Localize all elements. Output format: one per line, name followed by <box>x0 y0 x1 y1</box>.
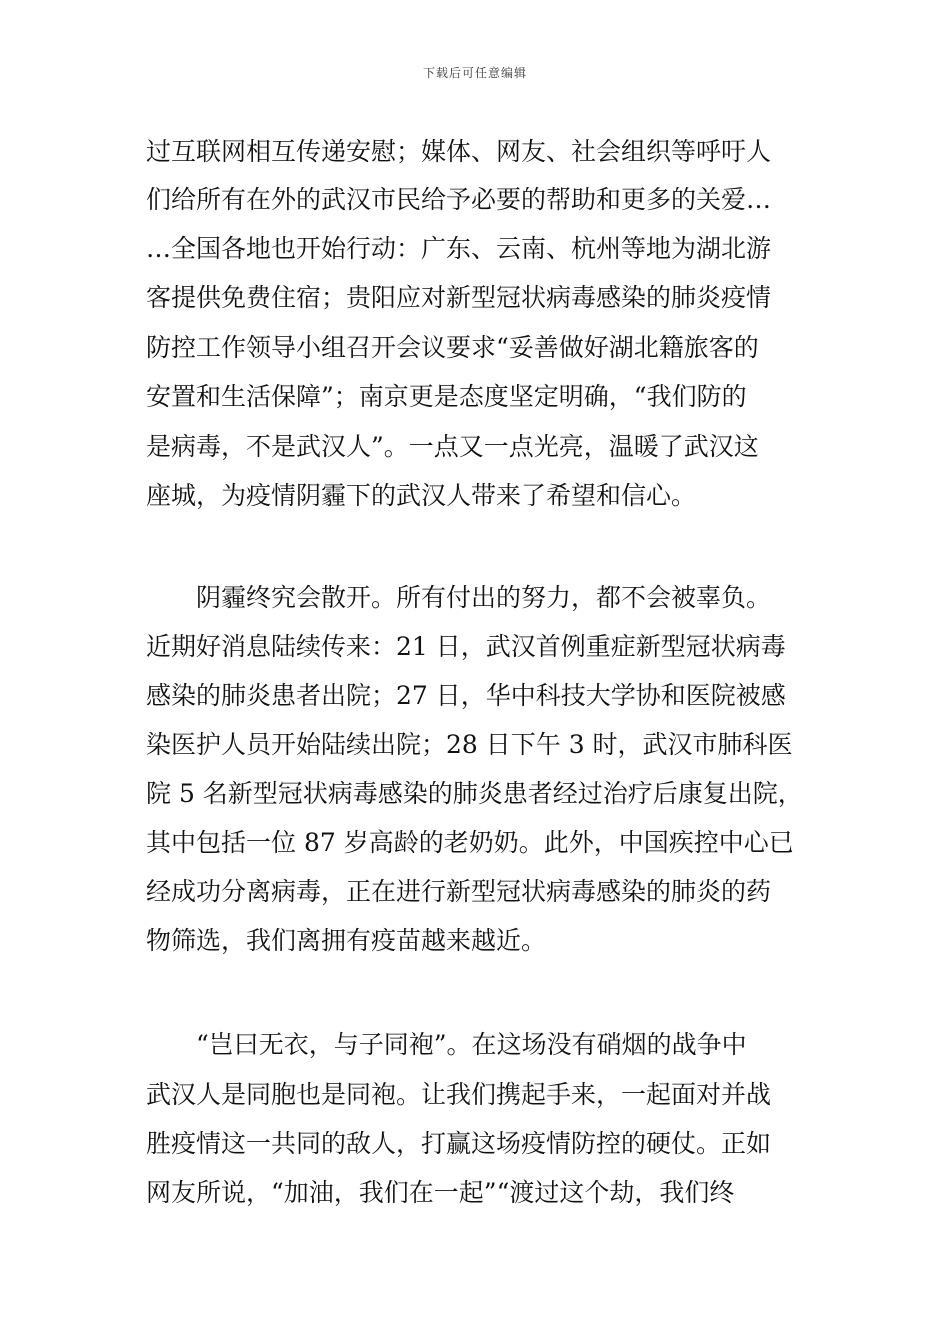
text-line: 过互联网相互传递安慰；媒体、网友、社会组织等呼吁人 <box>146 137 772 166</box>
text-line: 防控工作领导小组召开会议要求“妥善做好湖北籍旅客的 <box>146 333 759 362</box>
text-line: 客提供免费住宿；贵阳应对新型冠状病毒感染的肺炎疫情 <box>146 283 772 312</box>
text-line: 武汉人是同胞也是同袍。让我们携起手来，一起面对并战 <box>146 1080 772 1109</box>
text-line: 物筛选，我们离拥有疫苗越来越近。 <box>146 926 547 955</box>
text-line: 染医护人员开始陆续出院；28 日下午 3 时，武汉市肺科医 <box>146 730 793 759</box>
text-line: 其中包括一位 87 岁高龄的老奶奶。此外，中国疾控中心已 <box>146 828 794 857</box>
text-line: 院 5 名新型冠状病毒感染的肺炎患者经过治疗后康复出院， <box>146 779 803 808</box>
text-line: 阴霾终究会散开。所有付出的努力，都不会被辜负。 <box>196 583 772 612</box>
text-line: 近期好消息陆续传来：21 日，武汉首例重症新型冠状病毒 <box>146 632 786 661</box>
text-line: 胜疫情这一共同的敌人，打赢这场疫情防控的硬仗。正如 <box>146 1129 772 1158</box>
text-line: 们给所有在外的武汉市民给予必要的帮助和更多的关爱… <box>146 185 772 214</box>
text-line: 是病毒，不是武汉人”。一点又一点光亮，温暖了武汉这 <box>146 432 759 461</box>
text-line: 网友所说，“加油，我们在一起”“渡过这个劫，我们终 <box>146 1178 735 1207</box>
page-header: 下载后可任意编辑 <box>422 66 527 80</box>
text-line: 感染的肺炎患者出院；27 日，华中科技大学协和医院被感 <box>146 681 786 710</box>
text-line: …全国各地也开始行动：广东、云南、杭州等地为湖北游 <box>146 234 772 263</box>
text-line: “岂曰无衣，与子同袍”。在这场没有硝烟的战争中 <box>196 1030 747 1059</box>
text-line: 安置和生活保障”；南京更是态度坚定明确，“我们防的 <box>146 382 747 411</box>
text-line: 座城，为疫情阴霾下的武汉人带来了希望和信心。 <box>146 481 697 510</box>
text-line: 经成功分离病毒，正在进行新型冠状病毒感染的肺炎的药 <box>146 877 772 906</box>
